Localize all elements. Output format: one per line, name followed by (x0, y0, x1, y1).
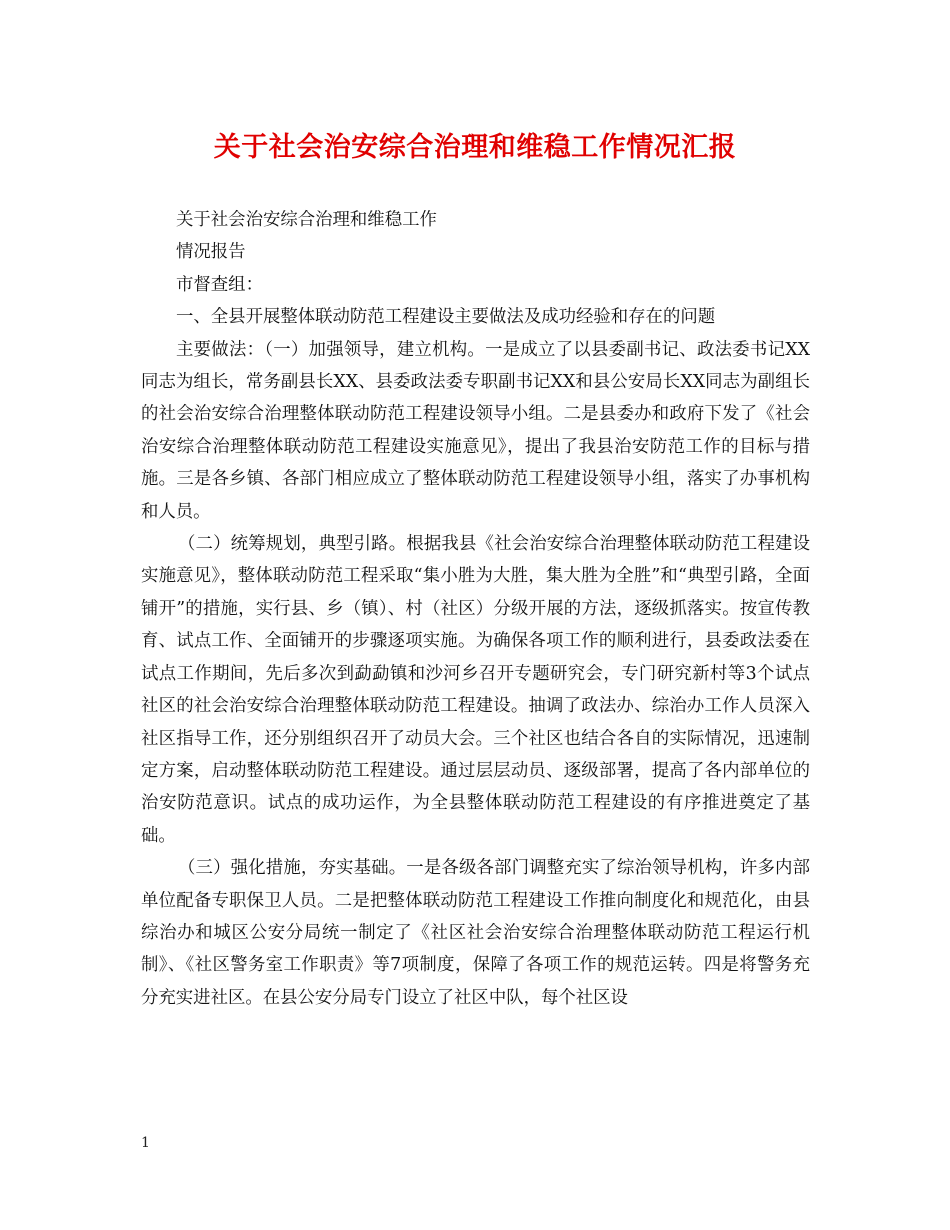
paragraph-subtitle-line-2: 情况报告 (176, 242, 246, 263)
document-body (141, 204, 810, 1014)
paragraph-section-heading: 一、全县开展整体联动防范工程建设主要做法及成功经验和存在的问题 (176, 307, 716, 328)
paragraph-main-measures: 主要做法：（一）加强领导，建立机构。一是成立了以县委副书记、政法委书记XX同志为组长，常务副县长XX、县委政法委专职副书记XX和县公安局长XX同志为副组长的社会治安综合治理整体联动防范工程建设领导小组。二是县委办和政府下发了《社会治安综合治理整体联动防范工程建设实施意见》，提出了我县治安防范工作的目标与措施。三是各乡镇、各部门相应成立了整体联动防范工程建设领导小组，落实了办事机构和人员。 (141, 339, 810, 522)
page-number: 1 (141, 1135, 150, 1151)
document-title: 关于社会治安综合治理和维稳工作情况汇报 (213, 132, 737, 163)
paragraph-measures: （三）强化措施，夯实基础。一是各级各部门调整充实了综治领导机构，许多内部单位配备专职保卫人员。二是把整体联动防范工程建设工作推向制度化和规范化，由县综治办和城区公安分局统一制定了《社区社会治安综合治理整体联动防范工程运行机制》、《社区警务室工作职责》等7项制度，保障了各项工作的规范运转。四是将警务充分充实进社区。在县公安分局专门设立了社区中队，每个社区设 (141, 858, 810, 1008)
paragraph-planning: （二）统筹规划，典型引路。根据我县《社会治安综合治理整体联动防范工程建设实施意见》，整体联动防范工程采取“集小胜为大胜，集大胜为全胜”和“典型引路，全面铺开”的措施，实行县、乡（镇）、村（社区）分级开展的方法，逐级抓落实。按宣传教育、试点工作、全面铺开的步骤逐项实施。为确保各项工作的顺利进行，县委政法委在试点工作期间，先后多次到勐勐镇和沙河乡召开专题研究会，专门研究新村等3个试点社区的社会治安综合治理整体联动防范工程建设。抽调了政法办、综治办工作人员深入社区指导工作，还分别组织召开了动员大会。三个社区也结合各自的实际情况，迅速制定方案，启动整体联动防范工程建设。通过层层动员、逐级部署，提高了各内部单位的治安防范意识。试点的成功运作，为全县整体联动防范工程建设的有序推进奠定了基础。 (141, 534, 810, 846)
paragraph-addressee: 市督查组： (176, 274, 263, 295)
paragraph-subtitle-line-1: 关于社会治安综合治理和维稳工作 (176, 210, 437, 230)
